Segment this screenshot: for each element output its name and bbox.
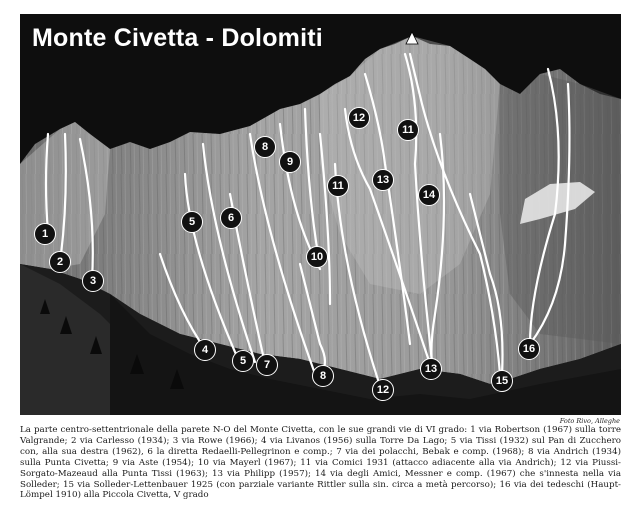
route-marker-2: 2	[49, 251, 71, 273]
route-marker-5: 5	[181, 211, 203, 233]
route-marker-9: 9	[279, 151, 301, 173]
route-marker-16: 16	[518, 338, 540, 360]
photo-credit: Foto Rivo, Alleghe	[559, 417, 620, 425]
mountain-photo	[20, 14, 621, 415]
route-marker-13: 13	[372, 169, 394, 191]
photo-caption: La parte centro-settentrionale della parete N-O del Monte Civetta, con le sue grandi vie di VI grado: 1 via Robertson (1967) sulla torre Valgrande; 2 via Carlesso (1934); 3 via Rowe (1966); 4 via Livanos (1956) sulla Torre Da Lago; 5 via Tissi (1932) sul Pan di Zucchero con, alla sua destra (1962), 6 la diretta Redaelli-Pellegrinon e comp.; 7 via dei polacchi, Bebak e comp. (1968); 8 via Andrich (1934) sulla Punta Civetta; 9 via Aste (1954); 10 via Mayerl (1967); 11 via Comici 1931 (attacco adiacente alla via Andrich); 12 via Piussi-Sorgato-Mazeaud alla Punta Tissi (1963); 13 via Philipp (1957); 14 via degli Amici, Messner e comp. (1967) che s'innesta nella via Solleder; 15 via Solleder-Lettenbauer 1925 (con parziale variante Rittler sulla sin. circa a metà percorso); 16 via dei tedeschi (Haupt-Lömpel 1910) alla Piccola Civetta, V grado	[20, 425, 621, 501]
route-marker-12b: 12	[372, 379, 394, 401]
route-marker-15: 15	[491, 370, 513, 392]
route-marker-4: 4	[194, 339, 216, 361]
route-marker-8: 8	[254, 136, 276, 158]
route-marker-11: 11	[327, 175, 349, 197]
route-marker-8b: 8	[312, 365, 334, 387]
route-marker-7: 7	[256, 354, 278, 376]
route-marker-13b: 13	[420, 358, 442, 380]
route-marker-14: 14	[418, 184, 440, 206]
route-marker-6: 6	[220, 207, 242, 229]
image-title: Monte Civetta - Dolomiti	[32, 24, 323, 52]
route-marker-11b: 11	[397, 119, 419, 141]
route-marker-3: 3	[82, 270, 104, 292]
route-marker-1: 1	[34, 223, 56, 245]
route-marker-12: 12	[348, 107, 370, 129]
route-marker-10: 10	[306, 246, 328, 268]
route-marker-5b: 5	[232, 350, 254, 372]
